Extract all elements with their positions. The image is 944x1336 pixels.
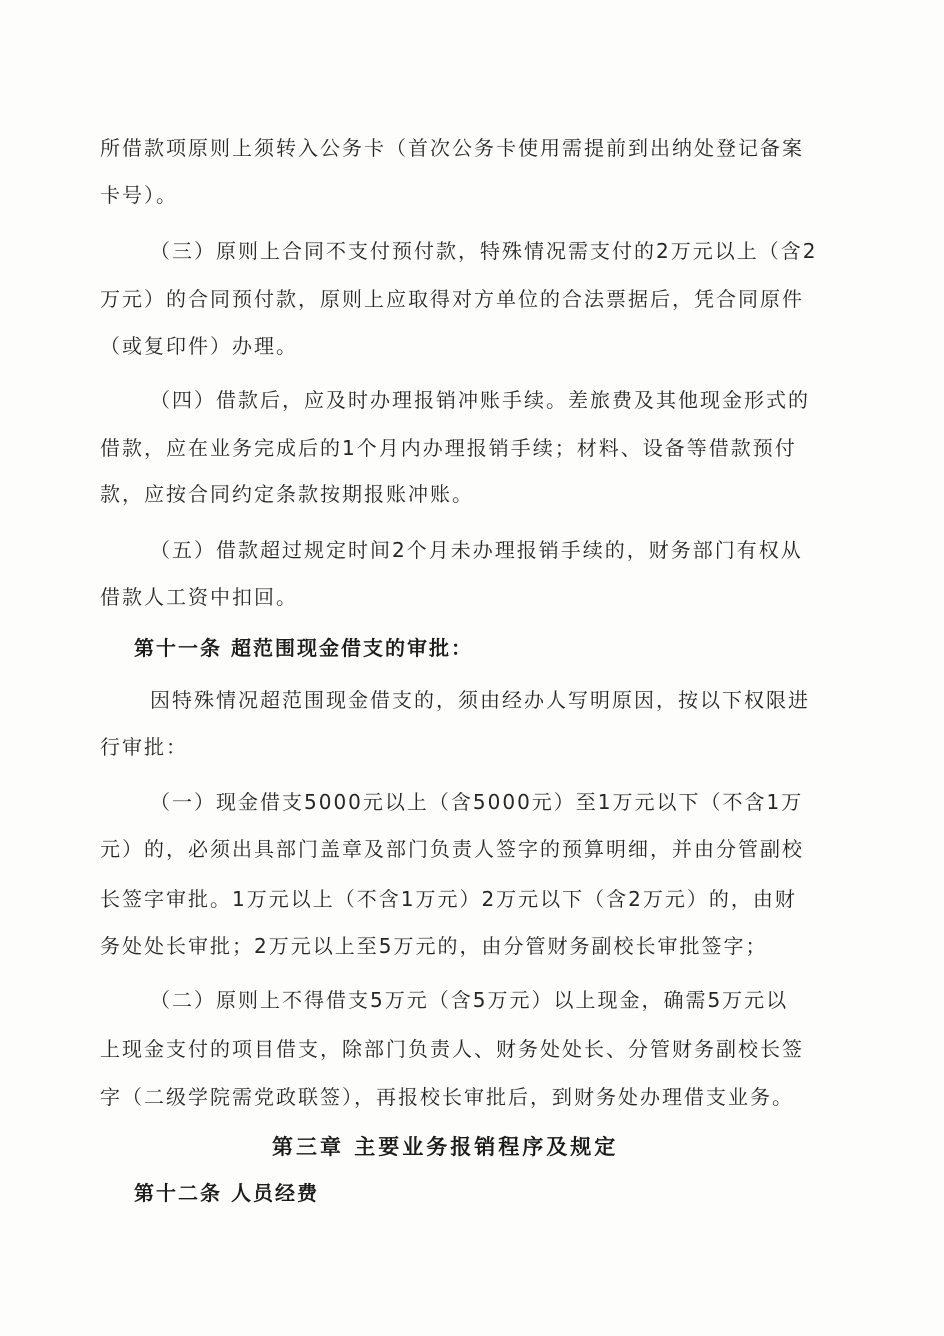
body-line: 元）的，必须出具部门盖章及部门负责人签字的预算明细，并由分管副校 [100, 837, 804, 861]
body-line: 因特殊情况超范围现金借支的，须由经办人写明原因，按以下权限进 [150, 688, 810, 712]
body-line: 卡号）。 [100, 183, 178, 207]
body-line: （五）借款超过规定时间2个月未办理报销手续的，财务部门有权从 [150, 538, 803, 562]
body-line: 所借款项原则上须转入公务卡（首次公务卡使用需提前到出纳处登记备案 [100, 136, 804, 160]
body-line: 务处处长审批；2万元以上至5万元的，由分管财务副校长审批签字； [100, 934, 768, 958]
body-line: （或复印件）办理。 [100, 334, 298, 358]
body-line: 字（二级学院需党政联签），再报校长审批后，到财务处办理借支业务。 [100, 1085, 794, 1109]
body-line: 上现金支付的项目借支，除部门负责人、财务处处长、分管财务副校长签 [100, 1037, 804, 1061]
body-line: （一）现金借支5000元以上（含5000元）至1万元以下（不含1万 [150, 790, 804, 814]
body-line: 借款人工资中扣回。 [100, 585, 298, 609]
chapter-heading: 第三章 主要业务报销程序及规定 [272, 1135, 619, 1159]
body-line: 万元）的合同预付款，原则上应取得对方单位的合法票据后，凭合同原件 [100, 287, 804, 311]
body-line: （二）原则上不得借支5万元（含5万元）以上现金，确需5万元以 [150, 988, 789, 1012]
article-heading: 第十一条 超范围现金借支的审批： [134, 636, 473, 660]
body-line: （四）借款后，应及时办理报销冲账手续。差旅费及其他现金形式的 [150, 388, 810, 412]
body-line: 借款，应在业务完成后的1个月内办理报销手续；材料、设备等借款预付 [100, 436, 797, 460]
article-heading: 第十二条 人员经费 [134, 1181, 319, 1205]
body-line: 款，应按合同约定条款按期报账冲账。 [100, 482, 474, 506]
body-line: 长签字审批。1万元以上（不含1万元）2万元以下（含2万元）的，由财 [100, 887, 797, 911]
body-line: 行审批： [100, 735, 188, 759]
body-line: （三）原则上合同不支付预付款，特殊情况需支付的2万元以上（含2 [150, 239, 818, 263]
